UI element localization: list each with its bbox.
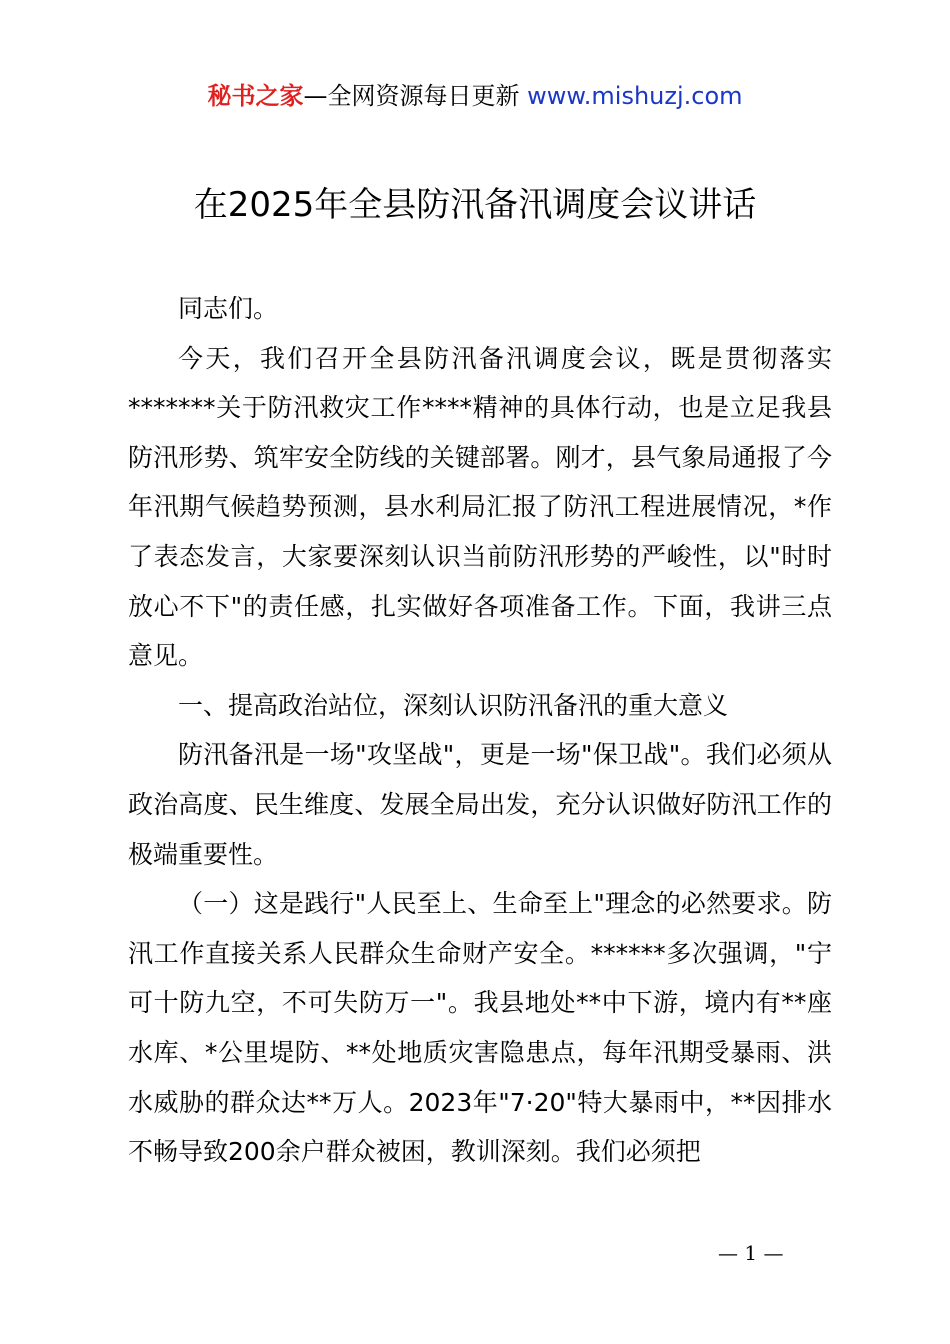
document-title: 在2025年全县防汛备汛调度会议讲话 [193, 185, 757, 225]
page-number: — 1 — [718, 1241, 784, 1265]
salutation-paragraph: 同志们。 [178, 294, 279, 323]
body-paragraph: （一）这是践行"人民至上、生命至上"理念的必然要求。防汛工作直接关系人民群众生命财产安全。******多次强调，"宁可十防九空，不可失防万一"。我县地处**中下游，境内有**座水库、*公里堤防、**处地质灾害隐患点，每年汛期受暴雨、洪水威胁的群众达**万人。2023年"7·20"特大暴雨中，**因排水不畅导致200余户群众被困，教训深刻。我们必须把 [128, 889, 832, 1167]
brand-name: 秘书之家 [207, 82, 304, 110]
section-heading: 一、提高政治站位，深刻认识防汛备汛的重大意义 [178, 690, 729, 720]
site-url-link[interactable]: www.mishuzj.com [527, 82, 743, 110]
site-header [0, 80, 950, 112]
body-paragraph: 防汛备汛是一场"攻坚战"，更是一场"保卫战"。我们必须从政治高度、民生维度、发展全局出发，充分认识做好防汛工作的极端重要性。 [128, 740, 832, 869]
document-body [128, 284, 832, 1177]
header-tagline: —全网资源每日更新 [303, 82, 520, 110]
intro-paragraph: 今天，我们召开全县防汛备汛调度会议，既是贯彻落实*******关于防汛救灾工作****精神的具体行动，也是立足我县防汛形势、筑牢安全防线的关键部署。刚才，县气象局通报了今年汛期气候趋势预测，县水利局汇报了防汛工程进展情况，*作了表态发言，大家要深刻认识当前防汛形势的严峻性，以"时时放心不下"的责任感，扎实做好各项准备工作。下面，我讲三点意见。 [128, 343, 832, 671]
